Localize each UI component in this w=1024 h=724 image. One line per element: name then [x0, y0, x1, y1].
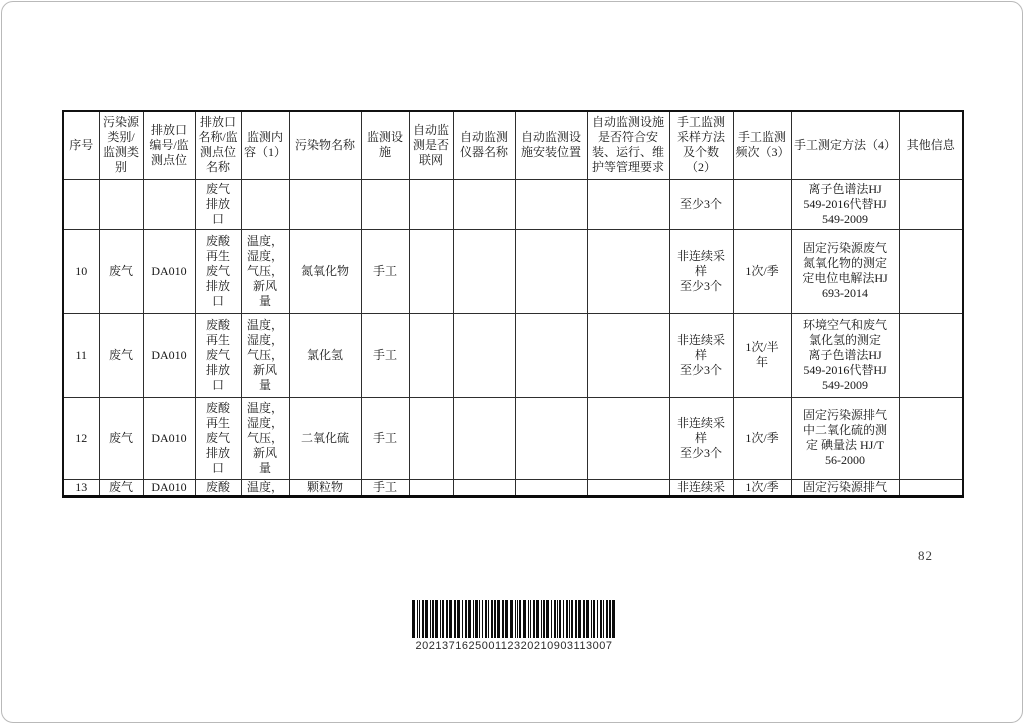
table-cell: 废气 — [99, 313, 143, 397]
table-cell — [361, 179, 409, 229]
column-header: 排放口名称/监测点位名称 — [195, 111, 241, 179]
table-cell — [515, 479, 587, 496]
table-cell: 温度， 湿度， 气压， 新风 量 — [241, 313, 289, 397]
table-cell: 温度， 湿度， 气压， 新风 量 — [241, 397, 289, 479]
table-cell — [409, 179, 453, 229]
table-cell: 10 — [63, 229, 99, 313]
table-cell: 非连续采 样 至少3个 — [669, 397, 733, 479]
table-cell: 废酸 再生 废气 排放 口 — [195, 229, 241, 313]
table-cell: 手工 — [361, 229, 409, 313]
table-cell — [289, 179, 361, 229]
table-header-row — [63, 111, 963, 179]
column-header: 污染物名称 — [289, 111, 361, 179]
table-cell: 手工 — [361, 313, 409, 397]
column-header: 手工监测采样方法及个数（2） — [669, 111, 733, 179]
table-cell: 废酸 — [195, 479, 241, 496]
table-cell: 1次/季 — [733, 397, 791, 479]
table-cell: 至少3个 — [669, 179, 733, 229]
table-cell: 11 — [63, 313, 99, 397]
table-body — [63, 179, 963, 496]
table-cell — [515, 229, 587, 313]
table-cell: 废气 — [99, 397, 143, 479]
column-header: 排放口编号/监测点位 — [143, 111, 195, 179]
table-cell — [899, 397, 963, 479]
column-header: 其他信息 — [899, 111, 963, 179]
table-cell — [899, 229, 963, 313]
table-cell — [143, 179, 195, 229]
table-cell: 1次/季 — [733, 479, 791, 496]
table-cell: 非连续采 — [669, 479, 733, 496]
table-cell — [63, 179, 99, 229]
table-cell — [409, 229, 453, 313]
table-cell: 非连续采 样 至少3个 — [669, 313, 733, 397]
table-cell: 颗粒物 — [289, 479, 361, 496]
table-cell — [515, 397, 587, 479]
table-cell — [587, 397, 669, 479]
column-header: 手工测定方法（4） — [791, 111, 899, 179]
table-cell — [899, 479, 963, 496]
table-cell — [99, 179, 143, 229]
table-cell: 1次/半 年 — [733, 313, 791, 397]
table-cell: 固定污染源排气 — [791, 479, 899, 496]
table-cell: DA010 — [143, 397, 195, 479]
table-cell — [453, 313, 515, 397]
column-header: 自动监测设施是否符合安装、运行、维护等管理要求 — [587, 111, 669, 179]
table-cell — [515, 179, 587, 229]
table-cell: 离子色谱法HJ 549-2016代替HJ 549-2009 — [791, 179, 899, 229]
table-cell — [409, 397, 453, 479]
table-cell: DA010 — [143, 313, 195, 397]
table-cell: 废气 — [99, 479, 143, 496]
table-cell: 1次/季 — [733, 229, 791, 313]
table-cell: 固定污染源排气 中二氧化硫的测 定 碘量法 HJ/T 56-2000 — [791, 397, 899, 479]
table-row — [63, 479, 963, 496]
table-cell — [587, 479, 669, 496]
column-header: 监测内容（1） — [241, 111, 289, 179]
barcode-value: 202137162500112320210903113007 — [415, 640, 613, 652]
table-cell — [409, 479, 453, 496]
table-cell: 废气 排放 口 — [195, 179, 241, 229]
table-row — [63, 313, 963, 397]
table-cell — [587, 313, 669, 397]
column-header: 手工监测频次（3） — [733, 111, 791, 179]
table-cell — [899, 179, 963, 229]
monitoring-plan-table — [62, 110, 964, 498]
table-cell: 12 — [63, 397, 99, 479]
table-cell: 废酸 再生 废气 排放 口 — [195, 313, 241, 397]
table-cell — [899, 313, 963, 397]
column-header: 监测设施 — [361, 111, 409, 179]
table-cell: DA010 — [143, 229, 195, 313]
table-cell — [587, 229, 669, 313]
table-cell — [453, 397, 515, 479]
table-cell — [733, 179, 791, 229]
page-number: 82 — [918, 548, 933, 563]
barcode-bars-graphic — [404, 600, 624, 638]
table-cell — [409, 313, 453, 397]
table-cell — [587, 179, 669, 229]
table-cell: 非连续采 样 至少3个 — [669, 229, 733, 313]
table-cell: 手工 — [361, 479, 409, 496]
table-cell: 温度， 湿度， 气压， 新风 量 — [241, 229, 289, 313]
table-cell: 环境空气和废气 氯化氢的测定 离子色谱法HJ 549-2016代替HJ 549-2009 — [791, 313, 899, 397]
table-cell — [453, 229, 515, 313]
column-header: 污染源类别/监测类别 — [99, 111, 143, 179]
table-cell — [453, 479, 515, 496]
table-cell: 废酸 再生 废气 排放 口 — [195, 397, 241, 479]
table-cell — [515, 313, 587, 397]
table-cell: 温度， — [241, 479, 289, 496]
table-cell — [241, 179, 289, 229]
table-cell: 氮氧化物 — [289, 229, 361, 313]
table-cell: 氯化氢 — [289, 313, 361, 397]
column-header: 自动监测是否联网 — [409, 111, 453, 179]
table-row — [63, 397, 963, 479]
table-cell: 固定污染源废气 氮氧化物的测定 定电位电解法HJ 693-2014 — [791, 229, 899, 313]
table-cell: 13 — [63, 479, 99, 496]
table-row — [63, 179, 963, 229]
column-header: 序号 — [63, 111, 99, 179]
barcode — [404, 600, 624, 652]
column-header: 自动监测仪器名称 — [453, 111, 515, 179]
table-row — [63, 229, 963, 313]
table-cell: 二氧化硫 — [289, 397, 361, 479]
table-cell: 手工 — [361, 397, 409, 479]
table-cell — [453, 179, 515, 229]
column-header: 自动监测设施安装位置 — [515, 111, 587, 179]
table-cell: DA010 — [143, 479, 195, 496]
table-cell: 废气 — [99, 229, 143, 313]
